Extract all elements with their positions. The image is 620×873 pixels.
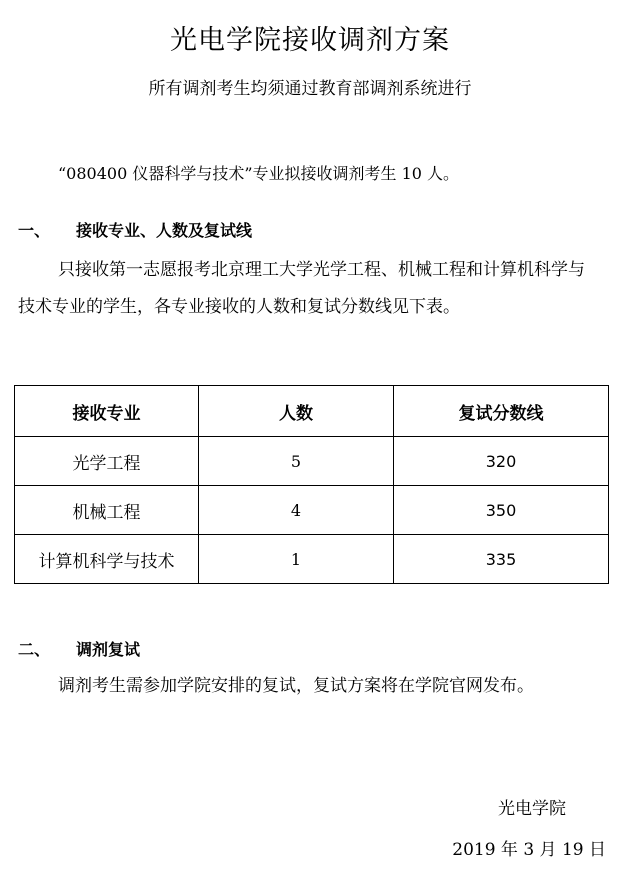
- intro-line: “080400 仪器科学与技术”专业拟接收调剂考生 10 人。: [58, 164, 460, 183]
- admission-table: [14, 385, 609, 584]
- table-cell-count: 1: [199, 535, 394, 584]
- section-1-heading: [18, 218, 252, 241]
- table-header-major: 接收专业: [15, 386, 199, 437]
- section-2-paragraph: 调剂考生需参加学院安排的复试，复试方案将在学院官网发布。: [58, 676, 534, 696]
- table-cell-major: 计算机科学与技术: [15, 535, 199, 584]
- section-2-heading: [18, 637, 140, 660]
- table-row: [15, 535, 609, 584]
- section-1-number: 一、: [18, 221, 51, 240]
- table-cell-score: 350: [394, 486, 609, 535]
- table-cell-score: 335: [394, 535, 609, 584]
- admission-table-wrapper: [14, 385, 609, 584]
- table-cell-major: 光学工程: [15, 437, 199, 486]
- signer-name: 光电学院: [498, 799, 566, 819]
- table-row: [15, 486, 609, 535]
- table-header-row: [15, 386, 609, 437]
- document-date: 2019 年 3 月 19 日: [452, 840, 606, 860]
- section-2-title: 调剂复试: [76, 640, 141, 659]
- table-row: [15, 437, 609, 486]
- section-2-number: 二、: [18, 640, 51, 659]
- table-cell-count: 5: [199, 437, 394, 486]
- document-title: 光电学院接收调剂方案: [170, 25, 450, 56]
- table-cell-major: 机械工程: [15, 486, 199, 535]
- table-header-score: 复试分数线: [394, 386, 609, 437]
- section-1-paragraph: 只接收第一志愿报考北京理工大学光学工程、机械工程和计算机科学与技术专业的学生，各专业接收的人数和复试分数线见下表。: [18, 260, 585, 317]
- section-1-title: 接收专业、人数及复试线: [76, 221, 253, 240]
- table-header-count: 人数: [199, 386, 394, 437]
- table-cell-score: 320: [394, 437, 609, 486]
- table-cell-count: 4: [199, 486, 394, 535]
- document-subtitle: 所有调剂考生均须通过教育部调剂系统进行: [148, 79, 472, 99]
